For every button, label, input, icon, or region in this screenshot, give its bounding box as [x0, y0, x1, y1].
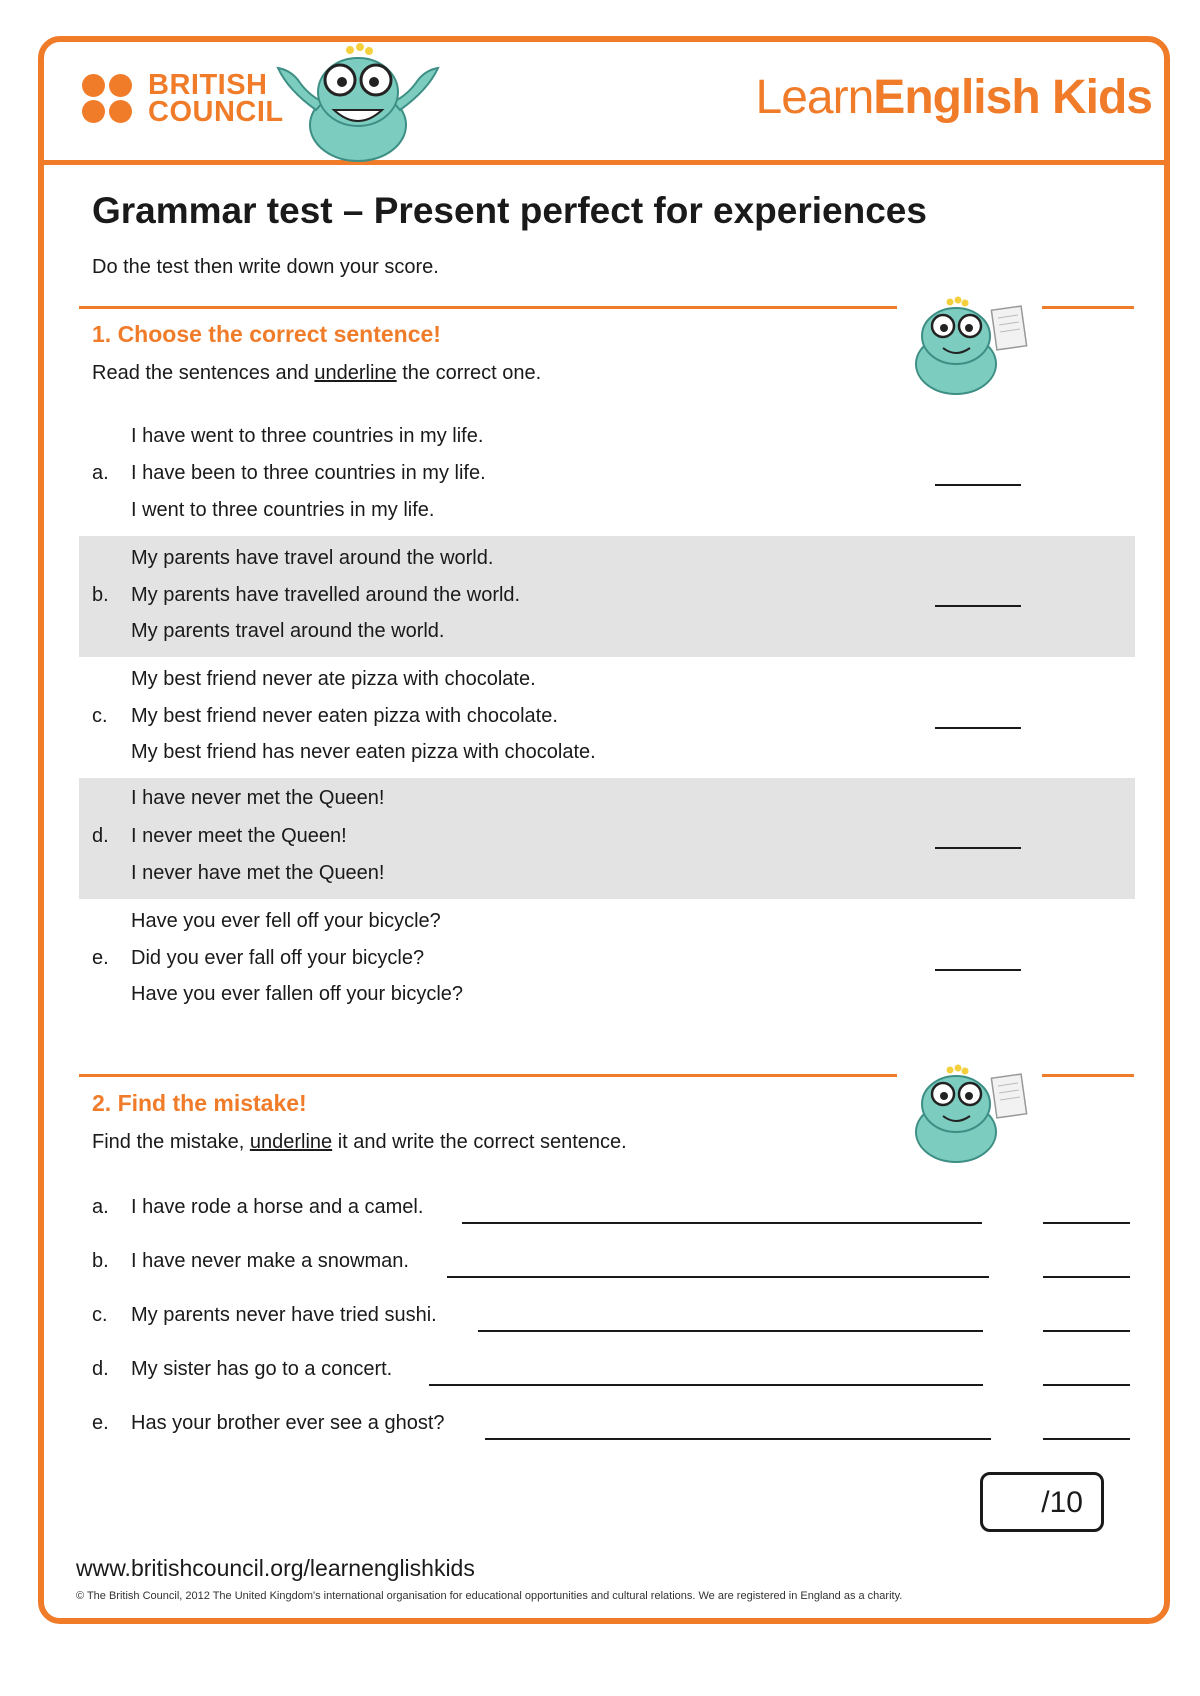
mistake-item-b: [79, 1250, 1135, 1280]
mistake-a-answer-line[interactable]: [1043, 1222, 1130, 1224]
question-c-answer-line[interactable]: [935, 727, 1021, 729]
question-a-option-2[interactable]: I have been to three countries in my life.: [131, 462, 486, 484]
question-d-option-1[interactable]: I have never met the Queen!: [131, 787, 385, 809]
question-c-option-1[interactable]: My best friend never ate pizza with chocolate.: [131, 668, 536, 690]
mistake-e-text[interactable]: Has your brother ever see a ghost?: [131, 1412, 445, 1434]
section2-rule-right: [1042, 1074, 1134, 1077]
section1-instr-underlined: underline: [314, 362, 397, 384]
question-c-option-2[interactable]: My best friend never eaten pizza with chocolate.: [131, 705, 558, 727]
mistake-item-a: [79, 1196, 1135, 1226]
section2-instr-after: it and write the correct sentence.: [332, 1131, 627, 1153]
mistake-item-c: [79, 1304, 1135, 1334]
question-d-option-3[interactable]: I never have met the Queen!: [131, 862, 385, 884]
footer-url[interactable]: www.britishcouncil.org/learnenglishkids: [76, 1555, 475, 1581]
british-council-dots-icon: [82, 74, 138, 124]
section2-instr-before: Find the mistake,: [92, 1131, 250, 1153]
le-logo-learn: Learn: [755, 71, 874, 124]
mistake-e-letter: e.: [92, 1412, 109, 1434]
mistake-e-write-line[interactable]: [485, 1438, 991, 1440]
section2-title: 2. Find the mistake!: [92, 1090, 307, 1116]
question-b-answer-line[interactable]: [935, 605, 1021, 607]
learnenglish-kids-logo: [756, 70, 1152, 125]
mistake-c-letter: c.: [92, 1304, 108, 1326]
mistake-d-answer-line[interactable]: [1043, 1384, 1130, 1386]
mistake-a-write-line[interactable]: [462, 1222, 982, 1224]
header-divider: [41, 160, 1167, 165]
mascot-reading-icon-2: [898, 1060, 1038, 1170]
mistake-d-letter: d.: [92, 1358, 109, 1380]
question-e: [79, 899, 1135, 1020]
bc-logo-line1: BRITISH: [148, 69, 268, 101]
question-c-option-3[interactable]: My best friend has never eaten pizza with chocolate.: [131, 741, 596, 763]
section1-instructions: [92, 362, 541, 385]
mistake-a-letter: a.: [92, 1196, 109, 1218]
mistake-b-answer-line[interactable]: [1043, 1276, 1130, 1278]
section2-instructions: [92, 1131, 627, 1154]
footer-copyright: © The British Council, 2012 The United Kingdom's international organisation for educational opportunities and cultural relations. We are registered in England as a charity.: [76, 1590, 903, 1602]
mascot-waving-icon: [268, 40, 448, 165]
question-b-option-2[interactable]: My parents have travelled around the world.: [131, 584, 521, 606]
question-b-option-3[interactable]: My parents travel around the world.: [131, 620, 445, 642]
question-a: [79, 415, 1135, 536]
page-title: Grammar test – Present perfect for experiences: [92, 190, 927, 231]
mistake-b-letter: b.: [92, 1250, 109, 1272]
question-e-letter: e.: [92, 947, 109, 969]
mistake-b-write-line[interactable]: [447, 1276, 989, 1278]
mistake-a-text[interactable]: I have rode a horse and a camel.: [131, 1196, 424, 1218]
intro-text: Do the test then write down your score.: [92, 256, 439, 278]
question-a-answer-line[interactable]: [935, 484, 1021, 486]
section1-rule-right: [1042, 306, 1134, 309]
section1-instr-before: Read the sentences and: [92, 362, 315, 384]
section1-instr-after: the correct one.: [396, 362, 542, 384]
question-e-option-3[interactable]: Have you ever fallen off your bicycle?: [131, 983, 464, 1005]
mistake-e-answer-line[interactable]: [1043, 1438, 1130, 1440]
section2-rule-left: [79, 1074, 897, 1077]
question-d: [79, 778, 1135, 899]
mistake-item-e: [79, 1412, 1135, 1442]
question-d-option-2[interactable]: I never meet the Queen!: [131, 825, 347, 847]
mistake-b-text[interactable]: I have never make a snowman.: [131, 1250, 409, 1272]
question-b-option-1[interactable]: My parents have travel around the world.: [131, 547, 494, 569]
question-a-option-3[interactable]: I went to three countries in my life.: [131, 499, 435, 521]
question-c: [79, 657, 1135, 778]
mistake-item-d: [79, 1358, 1135, 1388]
mistake-d-write-line[interactable]: [429, 1384, 983, 1386]
british-council-logo: [82, 69, 284, 128]
score-box[interactable]: /10: [980, 1472, 1104, 1532]
question-c-letter: c.: [92, 705, 108, 727]
mistake-d-text[interactable]: My sister has go to a concert.: [131, 1358, 393, 1380]
le-logo-kids: Kids: [1039, 71, 1152, 124]
mistake-c-text[interactable]: My parents never have tried sushi.: [131, 1304, 437, 1326]
mistake-c-answer-line[interactable]: [1043, 1330, 1130, 1332]
question-a-letter: a.: [92, 462, 109, 484]
section2-instr-underlined: underline: [249, 1131, 333, 1153]
question-d-answer-line[interactable]: [935, 847, 1021, 849]
bc-logo-line2: COUNCIL: [148, 96, 284, 128]
le-logo-english: English: [873, 71, 1040, 124]
question-b: [79, 536, 1135, 657]
question-e-option-2[interactable]: Did you ever fall off your bicycle?: [131, 947, 425, 969]
question-a-option-1[interactable]: I have went to three countries in my life.: [131, 425, 484, 447]
section1-rule-left: [79, 306, 897, 309]
question-e-answer-line[interactable]: [935, 969, 1021, 971]
mascot-reading-icon: [898, 292, 1038, 402]
question-b-letter: b.: [92, 584, 109, 606]
question-e-option-1[interactable]: Have you ever fell off your bicycle?: [131, 910, 441, 932]
question-d-letter: d.: [92, 825, 109, 847]
mistake-c-write-line[interactable]: [478, 1330, 983, 1332]
section1-title: 1. Choose the correct sentence!: [92, 321, 441, 347]
